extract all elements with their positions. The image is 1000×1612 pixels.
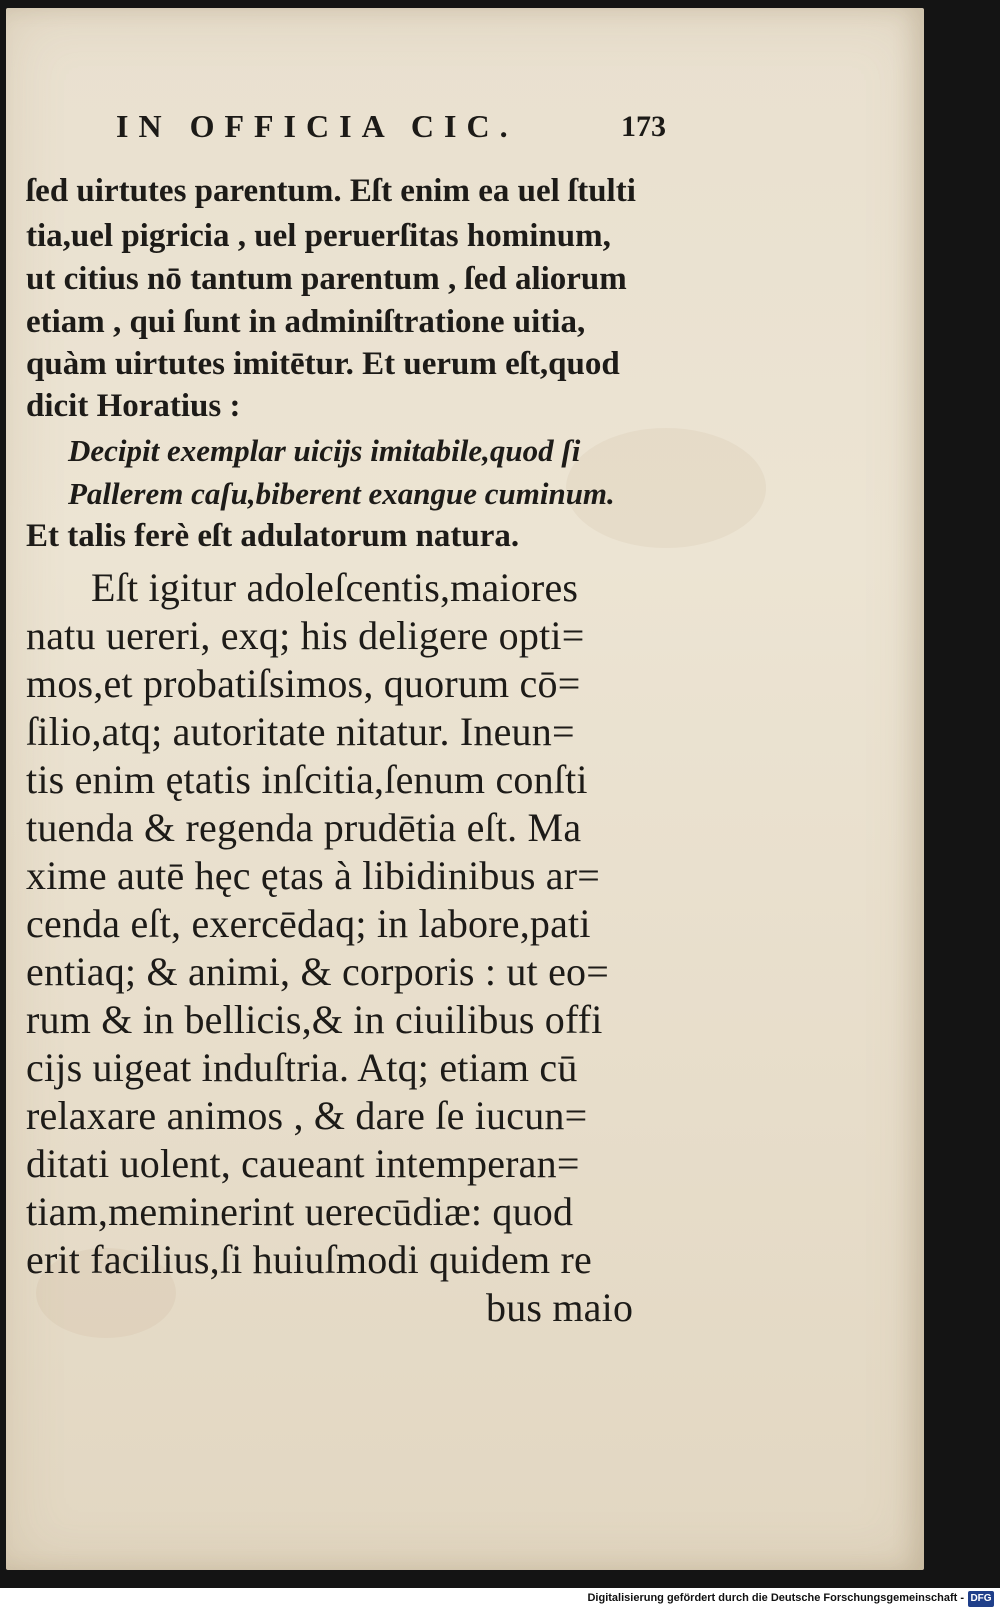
text-block [6, 8, 924, 1570]
text-line: mos,et probatiſsimos, quorum cō= [26, 661, 581, 706]
verse-line: Pallerem caſu,biberent exangue cuminum. [68, 476, 615, 511]
text-line: erit facilius,ſi huiuſmodi quidem re [26, 1237, 592, 1282]
text-line: tuenda & regenda prudētia eſt. Ma [26, 805, 582, 850]
text-line: ſilio,atq; autoritate nitatur. Ineun= [26, 709, 575, 754]
text-line: tiam,meminerint uerecūdiæ: quod [26, 1189, 574, 1234]
text-line: ut citius nō tantum parentum , ſed aliorum [26, 261, 627, 297]
text-line: xime autē hęc ętas à libidinibus ar= [26, 853, 601, 898]
text-line: entiaq; & animi, & corporis : ut eo= [26, 949, 609, 994]
text-line: cijs uigeat induſtria. Atq; etiam cū [26, 1045, 578, 1090]
text-line: Et talis ferè eſt adulatorum natura. [26, 518, 520, 554]
text-line: ditati uolent, caueant intemperan= [26, 1141, 580, 1186]
page-number: 173 [621, 110, 666, 143]
dfg-logo-icon: DFG [968, 1591, 994, 1607]
book-page [6, 8, 924, 1570]
text-line: quàm uirtutes imitētur. Et uerum eſt,quod [26, 346, 620, 382]
text-line: natu uereri, exq; his deligere opti= [26, 613, 585, 658]
text-line: tis enim ętatis inſcitia,ſenum conſti [26, 757, 588, 802]
text-line: cenda eſt, exercēdaq; in labore,pati [26, 901, 591, 946]
running-title: IN OFFICIA CIC. [116, 108, 518, 144]
text-line: ſed uirtutes parentum. Eſt enim ea uel ſtulti [26, 173, 636, 209]
text-line: relaxare animos , & dare ſe iucun= [26, 1093, 588, 1138]
text-line: dicit Horatius : [26, 388, 241, 424]
text-line: etiam , qui ſunt in adminiſtratione uitia, [26, 304, 586, 340]
funding-credit: Digitalisierung gefördert durch die Deutsche Forschungsgemeinschaft - [587, 1592, 964, 1604]
text-line: Eſt igitur adoleſcentis,maiores [91, 565, 579, 610]
text-line: tia,uel pigricia , uel peruerſitas hominum, [26, 218, 611, 254]
text-line: rum & in bellicis,& in ciuilibus offi [26, 997, 603, 1042]
footer-bar [0, 1588, 1000, 1612]
catchword: bus maio [486, 1285, 634, 1330]
verse-line: Decipit exemplar uicijs imitabile,quod ſi [68, 433, 581, 468]
